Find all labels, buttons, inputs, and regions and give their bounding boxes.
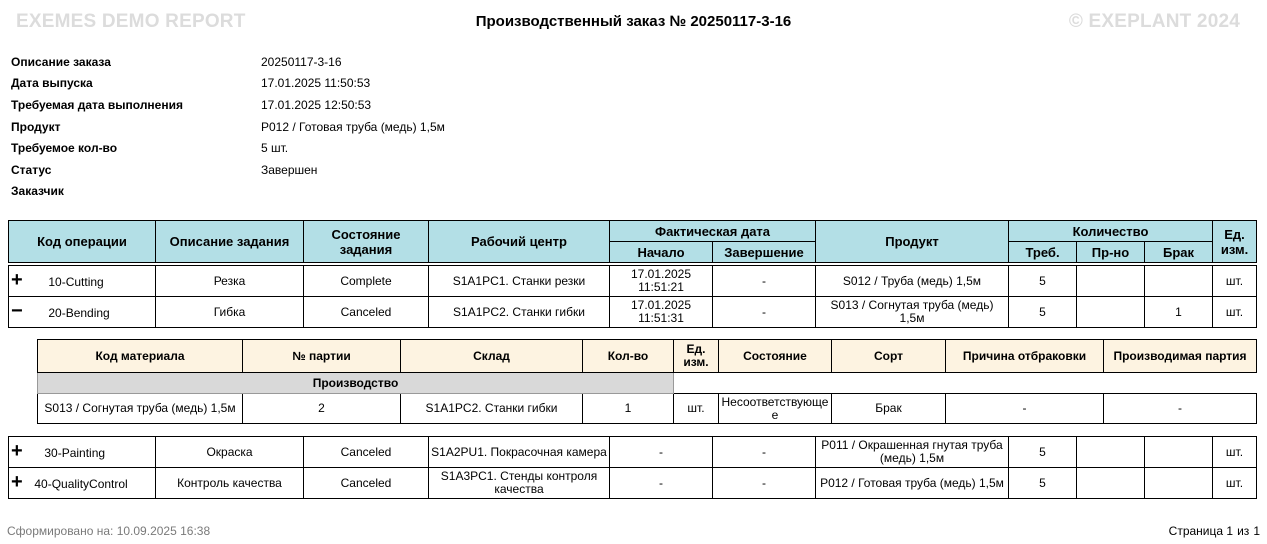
col-actual-date: Фактическая дата	[610, 221, 816, 242]
op-scrap	[1145, 437, 1213, 468]
mat-reject-reason: -	[946, 394, 1104, 424]
info-row	[11, 116, 445, 138]
op-scrap: 1	[1145, 297, 1213, 328]
op-code: 40-QualityControl	[34, 476, 128, 491]
col-produced: Пр-но	[1077, 242, 1145, 263]
op-produced	[1077, 266, 1145, 297]
info-label: Описание заказа	[11, 54, 111, 69]
generated-timestamp: Сформировано на: 10.09.2025 16:38	[7, 524, 211, 538]
col-batch: № партии	[243, 340, 401, 373]
operations-header	[8, 220, 1257, 263]
report-title: Производственный заказ № 20250117-3-16	[475, 13, 792, 30]
material-group-header: Производство	[38, 373, 674, 394]
operation-row[interactable]	[9, 468, 1257, 499]
col-quantity: Количество	[1009, 221, 1213, 242]
col-produced-batch: Производимая партия	[1104, 340, 1257, 373]
col-mat-unit: Ед. изм.	[674, 340, 719, 373]
op-desc: Гибка	[156, 297, 304, 328]
operations-table-upper	[8, 265, 1257, 328]
col-warehouse: Склад	[401, 340, 583, 373]
page-indicator	[1169, 524, 1260, 538]
op-work-center: S1A1PC2. Станки гибки	[429, 297, 610, 328]
info-row	[11, 181, 445, 203]
op-code-cell	[9, 437, 156, 468]
op-unit: шт.	[1213, 468, 1257, 499]
op-start: 17.01.2025 11:51:21	[610, 266, 713, 297]
op-end: -	[713, 468, 816, 499]
op-code-cell	[9, 297, 156, 328]
op-req: 5	[1009, 437, 1077, 468]
col-task-state: Состояние задания	[304, 221, 429, 263]
op-end: -	[713, 437, 816, 468]
expand-icon[interactable]: +	[11, 470, 23, 493]
op-produced	[1077, 468, 1145, 499]
col-qty: Кол-во	[583, 340, 674, 373]
op-state: Canceled	[304, 437, 429, 468]
operation-row[interactable]	[9, 266, 1257, 297]
op-state: Canceled	[304, 297, 429, 328]
operation-row[interactable]	[9, 297, 1257, 328]
op-code-cell	[9, 266, 156, 297]
op-end: -	[713, 297, 816, 328]
op-state: Complete	[304, 266, 429, 297]
info-value: 17.01.2025 12:50:53	[261, 97, 372, 112]
op-work-center: S1A1PC1. Станки резки	[429, 266, 610, 297]
col-grade: Сорт	[832, 340, 946, 373]
expand-icon[interactable]: +	[11, 268, 23, 291]
op-code-cell	[9, 468, 156, 499]
op-unit: шт.	[1213, 437, 1257, 468]
info-label: Продукт	[11, 119, 61, 134]
op-scrap	[1145, 468, 1213, 499]
op-start: -	[610, 437, 713, 468]
col-product: Продукт	[816, 221, 1009, 263]
op-desc: Контроль качества	[156, 468, 304, 499]
col-reject-reason: Причина отбраковки	[946, 340, 1104, 373]
col-unit: Ед. изм.	[1213, 221, 1257, 263]
col-start: Начало	[610, 242, 713, 263]
op-work-center: S1A3PC1. Стенды контроля качества	[429, 468, 610, 499]
col-work-center: Рабочий центр	[429, 221, 610, 263]
col-req: Треб.	[1009, 242, 1077, 263]
op-start: 17.01.2025 11:51:31	[610, 297, 713, 328]
collapse-icon[interactable]: −	[11, 299, 23, 322]
operation-row[interactable]	[9, 437, 1257, 468]
op-code: 30-Painting	[44, 445, 106, 460]
info-label: Дата выпуска	[11, 76, 93, 91]
op-scrap	[1145, 266, 1213, 297]
mat-batch: 2	[243, 394, 401, 424]
mat-material: S013 / Согнутая труба (медь) 1,5м	[38, 394, 243, 424]
info-label: Требуемое кол-во	[11, 141, 118, 156]
order-info	[11, 51, 445, 202]
materials-table	[37, 339, 1257, 424]
col-op-code: Код операции	[9, 221, 156, 263]
info-value: 5 шт.	[261, 141, 289, 156]
info-label: Статус	[11, 162, 52, 177]
op-unit: шт.	[1213, 266, 1257, 297]
op-end: -	[713, 266, 816, 297]
info-label: Требуемая дата выполнения	[11, 97, 183, 112]
op-product: P012 / Готовая труба (медь) 1,5м	[816, 468, 1009, 499]
page-total: 1	[1253, 524, 1260, 538]
info-value: P012 / Готовая труба (медь) 1,5м	[261, 119, 445, 134]
info-row	[11, 94, 445, 116]
op-unit: шт.	[1213, 297, 1257, 328]
op-req: 5	[1009, 266, 1077, 297]
info-value: 20250117-3-16	[261, 54, 342, 69]
mat-state: Несоответствующее	[719, 394, 832, 424]
mat-qty: 1	[583, 394, 674, 424]
op-product: S013 / Согнутая труба (медь) 1,5м	[816, 297, 1009, 328]
info-row	[11, 51, 445, 73]
op-produced	[1077, 297, 1145, 328]
page-number: 1	[1226, 524, 1234, 538]
op-code: 20-Bending	[48, 305, 110, 320]
expand-icon[interactable]: +	[11, 439, 23, 462]
page-label: Страница	[1168, 524, 1224, 538]
col-material: Код материала	[38, 340, 243, 373]
op-req: 5	[1009, 297, 1077, 328]
op-product: S012 / Труба (медь) 1,5м	[816, 266, 1009, 297]
col-end: Завершение	[713, 242, 816, 263]
info-row	[11, 73, 445, 95]
col-mat-state: Состояние	[719, 340, 832, 373]
brand-watermark-left: EXEMES DEMO REPORT	[16, 11, 246, 32]
op-produced	[1077, 437, 1145, 468]
mat-produced-batch: -	[1104, 394, 1257, 424]
mat-grade: Брак	[832, 394, 946, 424]
op-product: P011 / Окрашенная гнутая труба (медь) 1,5м	[816, 437, 1009, 468]
op-desc: Резка	[156, 266, 304, 297]
material-row	[38, 394, 1257, 424]
info-value: 17.01.2025 11:50:53	[261, 76, 371, 91]
page-of-label: из	[1237, 524, 1250, 538]
info-value: Завершен	[261, 162, 318, 177]
info-label: Заказчик	[11, 184, 64, 199]
op-desc: Окраска	[156, 437, 304, 468]
op-state: Canceled	[304, 468, 429, 499]
col-task-desc: Описание задания	[156, 221, 304, 263]
op-start: -	[610, 468, 713, 499]
operations-table-lower	[8, 436, 1257, 499]
col-scrap: Брак	[1145, 242, 1213, 263]
op-work-center: S1A2PU1. Покрасочная камера	[429, 437, 610, 468]
op-code: 10-Cutting	[48, 274, 104, 289]
info-row	[11, 137, 445, 159]
op-req: 5	[1009, 468, 1077, 499]
mat-warehouse: S1A1PC2. Станки гибки	[401, 394, 583, 424]
info-row	[11, 159, 445, 181]
info-value	[261, 181, 445, 203]
mat-unit: шт.	[674, 394, 719, 424]
brand-watermark-right: © EXEPLANT 2024	[1068, 11, 1240, 32]
